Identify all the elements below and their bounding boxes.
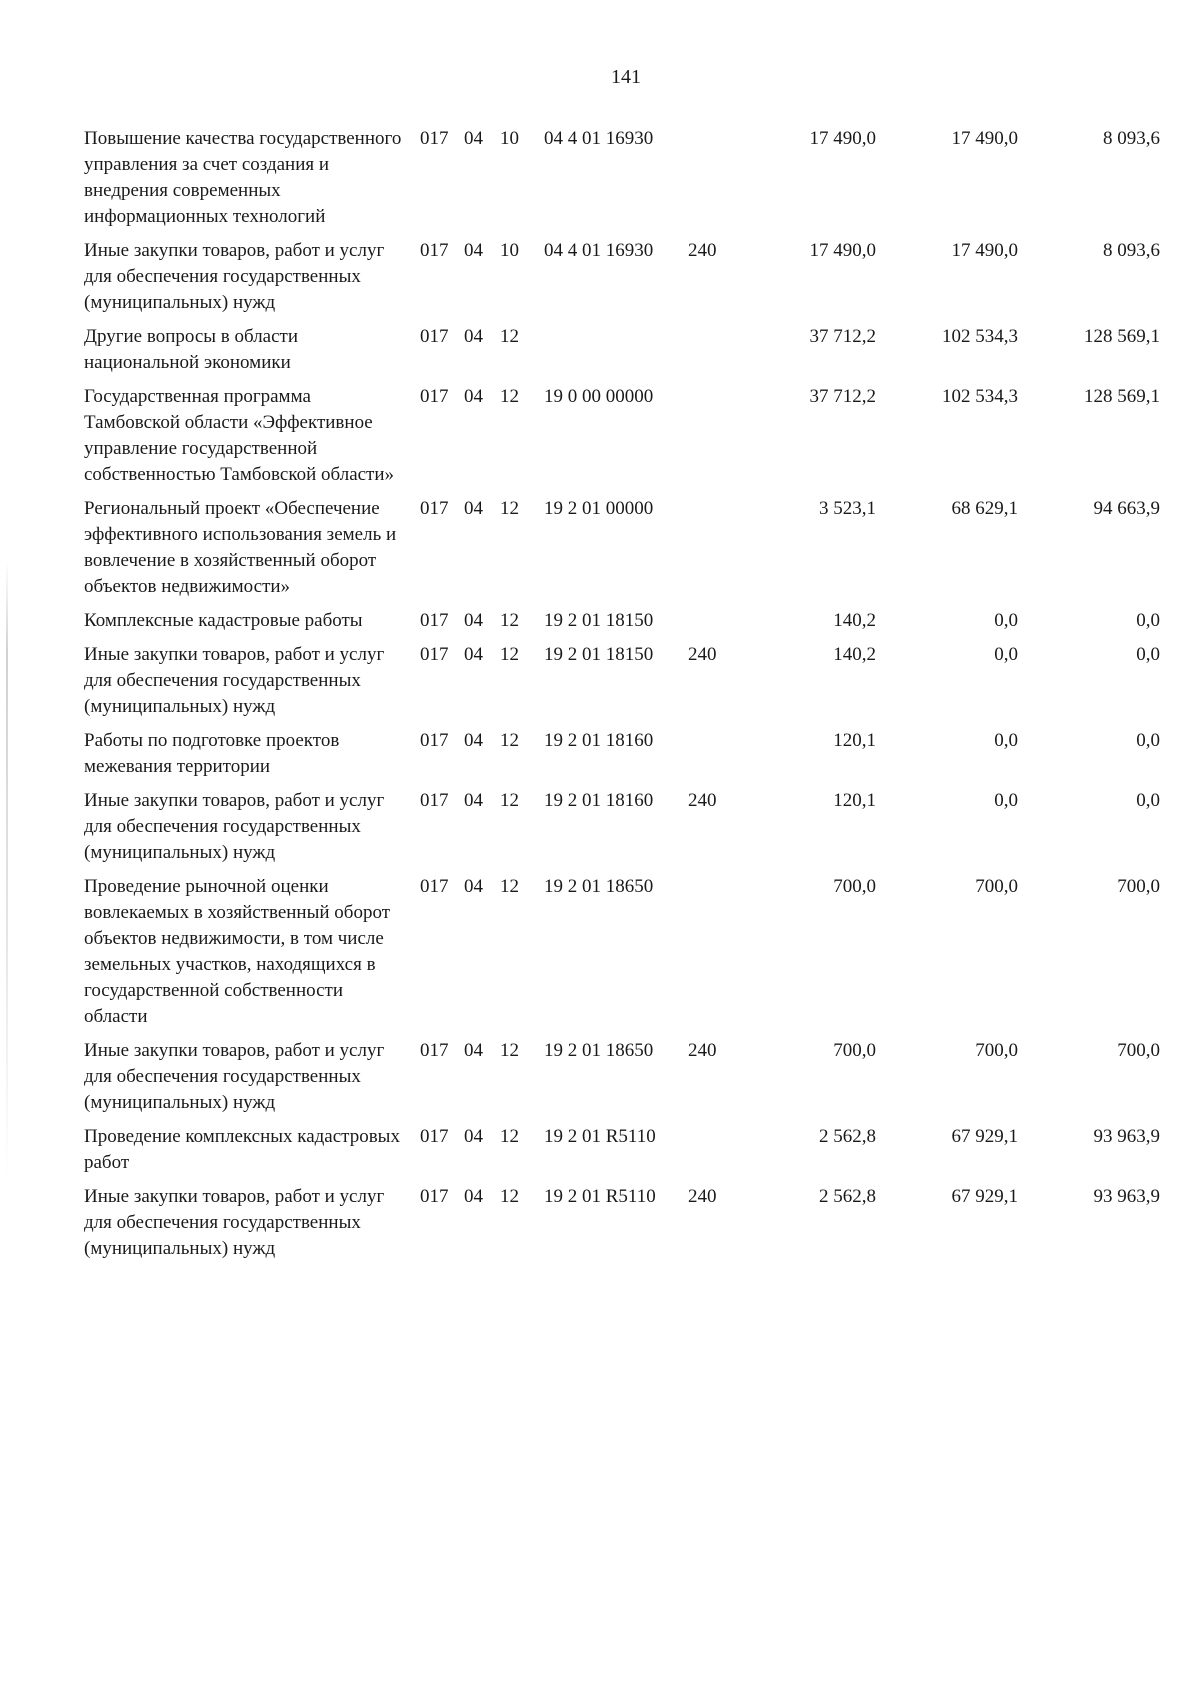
section-code: 04 [464,1126,483,1147]
item-name: Другие вопросы в области национальной экономики [84,326,299,373]
item-name: Повышение качества государственного управления за счет создания и внедрения современных информационных технологий [84,128,402,227]
amount-year-1: 3 523,1 [819,498,876,519]
section-code: 04 [464,128,483,149]
page-number: 141 [611,66,641,88]
amount-year-3: 0,0 [1136,610,1160,631]
target-article-code: 19 2 01 18160 [544,790,654,811]
subsection-code: 12 [500,610,519,631]
table-row [84,324,1160,384]
target-article-code: 19 2 01 18160 [544,730,654,751]
target-article-code: 04 4 01 16930 [544,240,654,261]
item-name: Иные закупки товаров, работ и услуг для обеспечения государственных (муниципальных) нужд [84,1040,385,1113]
amount-year-1: 700,0 [833,876,876,897]
table-row [84,1184,1160,1270]
expense-type-code: 240 [688,1040,717,1061]
table-row [84,126,1160,238]
amount-year-3: 0,0 [1136,790,1160,811]
expense-type-code [688,126,740,238]
scan-edge-shadow [6,560,8,1180]
expense-type-code: 240 [688,1186,717,1207]
amount-year-3: 8 093,6 [1103,240,1160,261]
target-article-code: 19 0 00 00000 [544,386,654,407]
table-row [84,1038,1160,1124]
subsection-code: 12 [500,644,519,665]
amount-year-2: 17 490,0 [951,128,1018,149]
table-row [84,608,1160,642]
amount-year-2: 0,0 [994,644,1018,665]
subsection-code: 12 [500,1186,519,1207]
ministry-code: 017 [420,1186,449,1207]
target-article-code [536,324,688,384]
amount-year-2: 700,0 [975,1040,1018,1061]
expense-type-code [688,384,740,496]
amount-year-3: 128 569,1 [1084,386,1160,407]
item-name: Региональный проект «Обеспечение эффективного использования земель и вовлечение в хозяйственный оборот объектов недвижимости» [84,498,397,597]
table-row [84,1124,1160,1184]
expense-type-code: 240 [688,240,717,261]
section-code: 04 [464,644,483,665]
amount-year-1: 120,1 [833,730,876,751]
amount-year-2: 0,0 [994,610,1018,631]
amount-year-1: 17 490,0 [809,240,876,261]
item-name: Комплексные кадастровые работы [84,610,363,631]
table-row [84,238,1160,324]
item-name: Проведение рыночной оценки вовлекаемых в хозяйственный оборот объектов недвижимости, в том числе земельных участков, находящихся в государственной собственности области [84,876,391,1027]
item-name: Иные закупки товаров, работ и услуг для обеспечения государственных (муниципальных) нужд [84,1186,385,1259]
expense-type-code [688,728,740,788]
amount-year-1: 37 712,2 [809,386,876,407]
section-code: 04 [464,240,483,261]
expense-type-code [688,496,740,608]
target-article-code: 19 2 01 R5110 [544,1126,656,1147]
expense-type-code: 240 [688,644,717,665]
target-article-code: 19 2 01 18150 [544,610,654,631]
ministry-code: 017 [420,730,449,751]
target-article-code: 19 2 01 18650 [544,1040,654,1061]
table-row [84,384,1160,496]
subsection-code: 10 [500,240,519,261]
item-name: Государственная программа Тамбовской области «Эффективное управление государственной собственностью Тамбовской области» [84,386,395,485]
target-article-code: 19 2 01 18650 [544,876,654,897]
ministry-code: 017 [420,876,449,897]
section-code: 04 [464,1186,483,1207]
amount-year-2: 0,0 [994,730,1018,751]
amount-year-2: 68 629,1 [951,498,1018,519]
subsection-code: 12 [500,326,519,347]
subsection-code: 10 [500,128,519,149]
ministry-code: 017 [420,326,449,347]
table-row [84,496,1160,608]
ministry-code: 017 [420,644,449,665]
amount-year-3: 128 569,1 [1084,326,1160,347]
amount-year-2: 700,0 [975,876,1018,897]
table-row [84,874,1160,1038]
target-article-code: 19 2 01 R5110 [544,1186,656,1207]
section-code: 04 [464,790,483,811]
section-code: 04 [464,1040,483,1061]
section-code: 04 [464,386,483,407]
subsection-code: 12 [500,876,519,897]
section-code: 04 [464,326,483,347]
ministry-code: 017 [420,128,449,149]
budget-table [84,126,1160,1270]
amount-year-1: 140,2 [833,610,876,631]
table-row [84,642,1160,728]
section-code: 04 [464,498,483,519]
amount-year-2: 0,0 [994,790,1018,811]
expense-type-code [688,324,740,384]
subsection-code: 12 [500,730,519,751]
amount-year-1: 2 562,8 [819,1186,876,1207]
amount-year-2: 17 490,0 [951,240,1018,261]
subsection-code: 12 [500,498,519,519]
ministry-code: 017 [420,240,449,261]
item-name: Иные закупки товаров, работ и услуг для обеспечения государственных (муниципальных) нужд [84,790,385,863]
ministry-code: 017 [420,610,449,631]
subsection-code: 12 [500,1040,519,1061]
target-article-code: 19 2 01 18150 [544,644,654,665]
ministry-code: 017 [420,790,449,811]
amount-year-2: 102 534,3 [942,326,1018,347]
item-name: Иные закупки товаров, работ и услуг для обеспечения государственных (муниципальных) нужд [84,240,385,313]
expense-type-code [688,608,740,642]
amount-year-3: 93 963,9 [1093,1126,1160,1147]
budget-table-body [84,126,1160,1270]
amount-year-3: 700,0 [1117,876,1160,897]
expense-type-code [688,1124,740,1184]
amount-year-1: 2 562,8 [819,1126,876,1147]
amount-year-1: 140,2 [833,644,876,665]
ministry-code: 017 [420,1040,449,1061]
amount-year-3: 700,0 [1117,1040,1160,1061]
amount-year-2: 102 534,3 [942,386,1018,407]
subsection-code: 12 [500,386,519,407]
expense-type-code: 240 [688,790,717,811]
subsection-code: 12 [500,790,519,811]
target-article-code: 04 4 01 16930 [544,128,654,149]
amount-year-2: 67 929,1 [951,1186,1018,1207]
section-code: 04 [464,730,483,751]
item-name: Иные закупки товаров, работ и услуг для обеспечения государственных (муниципальных) нужд [84,644,385,717]
ministry-code: 017 [420,386,449,407]
ministry-code: 017 [420,498,449,519]
amount-year-3: 93 963,9 [1093,1186,1160,1207]
item-name: Работы по подготовке проектов межевания территории [84,730,340,777]
ministry-code: 017 [420,1126,449,1147]
expense-type-code [688,874,740,1038]
amount-year-2: 67 929,1 [951,1126,1018,1147]
item-name: Проведение комплексных кадастровых работ [84,1126,400,1173]
amount-year-1: 700,0 [833,1040,876,1061]
table-row [84,788,1160,874]
subsection-code: 12 [500,1126,519,1147]
amount-year-3: 8 093,6 [1103,128,1160,149]
table-row [84,728,1160,788]
amount-year-3: 0,0 [1136,730,1160,751]
amount-year-1: 37 712,2 [809,326,876,347]
amount-year-3: 0,0 [1136,644,1160,665]
amount-year-3: 94 663,9 [1093,498,1160,519]
section-code: 04 [464,876,483,897]
section-code: 04 [464,610,483,631]
target-article-code: 19 2 01 00000 [544,498,654,519]
amount-year-1: 120,1 [833,790,876,811]
amount-year-1: 17 490,0 [809,128,876,149]
